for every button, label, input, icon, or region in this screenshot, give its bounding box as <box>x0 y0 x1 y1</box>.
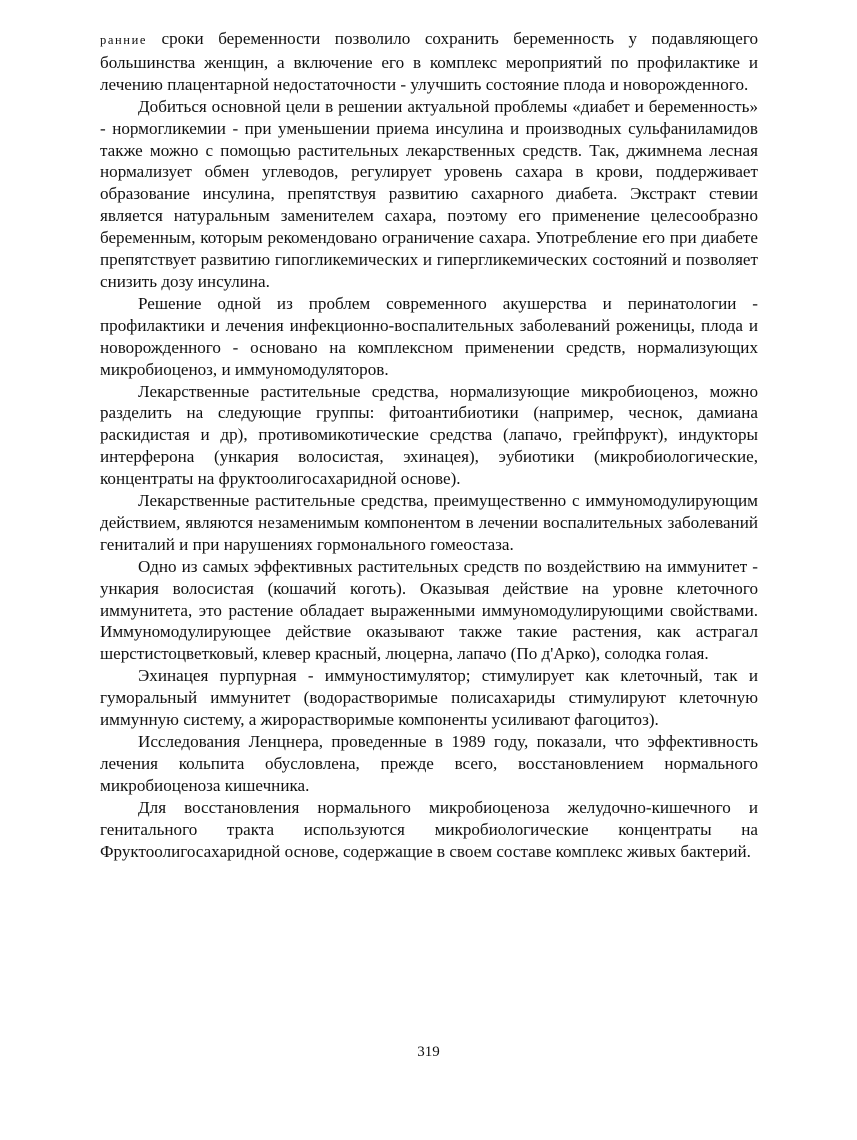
paragraph-1-text: сроки беременности позволило сохранить беременность у подавляющего большинства женщин, а включение его в комплекс мероприятий по профилактике и лечению плацентарной недостаточности - улучшить состояние плода и новорожденного. <box>100 29 758 94</box>
paragraph-5: Лекарственные растительные средства, преимущественно с иммуномодулирующим действием, являются незаменимым компонентом в лечении воспалительных заболеваний гениталий и при нарушениях гормонального гомеостаза. <box>100 491 758 554</box>
paragraph-9: Для восстановления нормального микробиоценоза желудочно-кишечного и генитального тракта используются микробиологические концентраты на Фруктоолигосахаридной основе, содержащие в своем составе комплекс живых бактерий. <box>100 797 758 861</box>
continued-word: ранние <box>100 33 148 47</box>
paragraph-4: Лекарственные растительные средства, нормализующие микробиоценоз, можно разделить на следующие группы: фитоантибиотики (например, чеснок, дамиана раскидистая и др), противомикотические средства (лапачо, грейпфрукт), индукторы интерферона (ункария волосистая, эхинацея), эубиотики (микробиологические, концентраты на фруктоолигосахаридной основе). <box>100 381 758 489</box>
paragraph-8: Исследования Ленцнера, проведенные в 1989 году, показали, что эффективность лечения кольпита обусловлена, прежде всего, восстановлением нормального микробиоценоза кишечника. <box>100 732 758 795</box>
paragraph-3: Решение одной из проблем современного акушерства и перинатологии - профилактики и лечения инфекционно-воспалительных заболеваний роженицы, плода и новорожденного - основано на комплексном применении средств, нормализующих микробиоценоз, и иммуномодуляторов. <box>100 293 758 379</box>
page-number: 319 <box>417 1044 440 1060</box>
paragraph-7: Эхинацея пурпурная - иммуностимулятор; стимулирует как клеточный, так и гуморальный иммунитет (водорастворимые полисахариды стимулируют клеточную иммунную систему, а жирорастворимые компоненты усиливают фагоцитоз). <box>100 666 758 730</box>
paragraph-1 <box>100 28 758 96</box>
paragraph-6: Одно из самых эффективных растительных средств по воздействию на иммунитет - ункария волосистая (кошачий коготь). Оказывая действие на уровне клеточного иммунитета, это растение обладает выраженными иммуномодулирующими свойствами. Иммуномодулирующее действие оказывают также такие растения, как астрагал шерстистоцветковый, клевер красный, люцерна, лапачо (По д'Арко), солодка голая. <box>100 556 758 664</box>
document-body <box>100 28 758 862</box>
paragraph-2: Добиться основной цели в решении актуальной проблемы «диабет и беременность» - нормогликемии - при уменьшении приема инсулина и производных сульфаниламидов также можно с помощью растительных лекарственных средств. Так, джимнема лесная нормализует обмен углеводов, регулирует уровень сахара в крови, поддерживает образование инсулина, препятствуя развитию сахарного диабета. Экстракт стевии является натуральным заменителем сахара, поэтому его применение целесообразно беременным, которым рекомендовано ограничение сахара. Употребление его при диабете препятствует развитию гипогликемических и гипергликемических состояний и позволяет снизить дозу инсулина. <box>100 96 758 291</box>
